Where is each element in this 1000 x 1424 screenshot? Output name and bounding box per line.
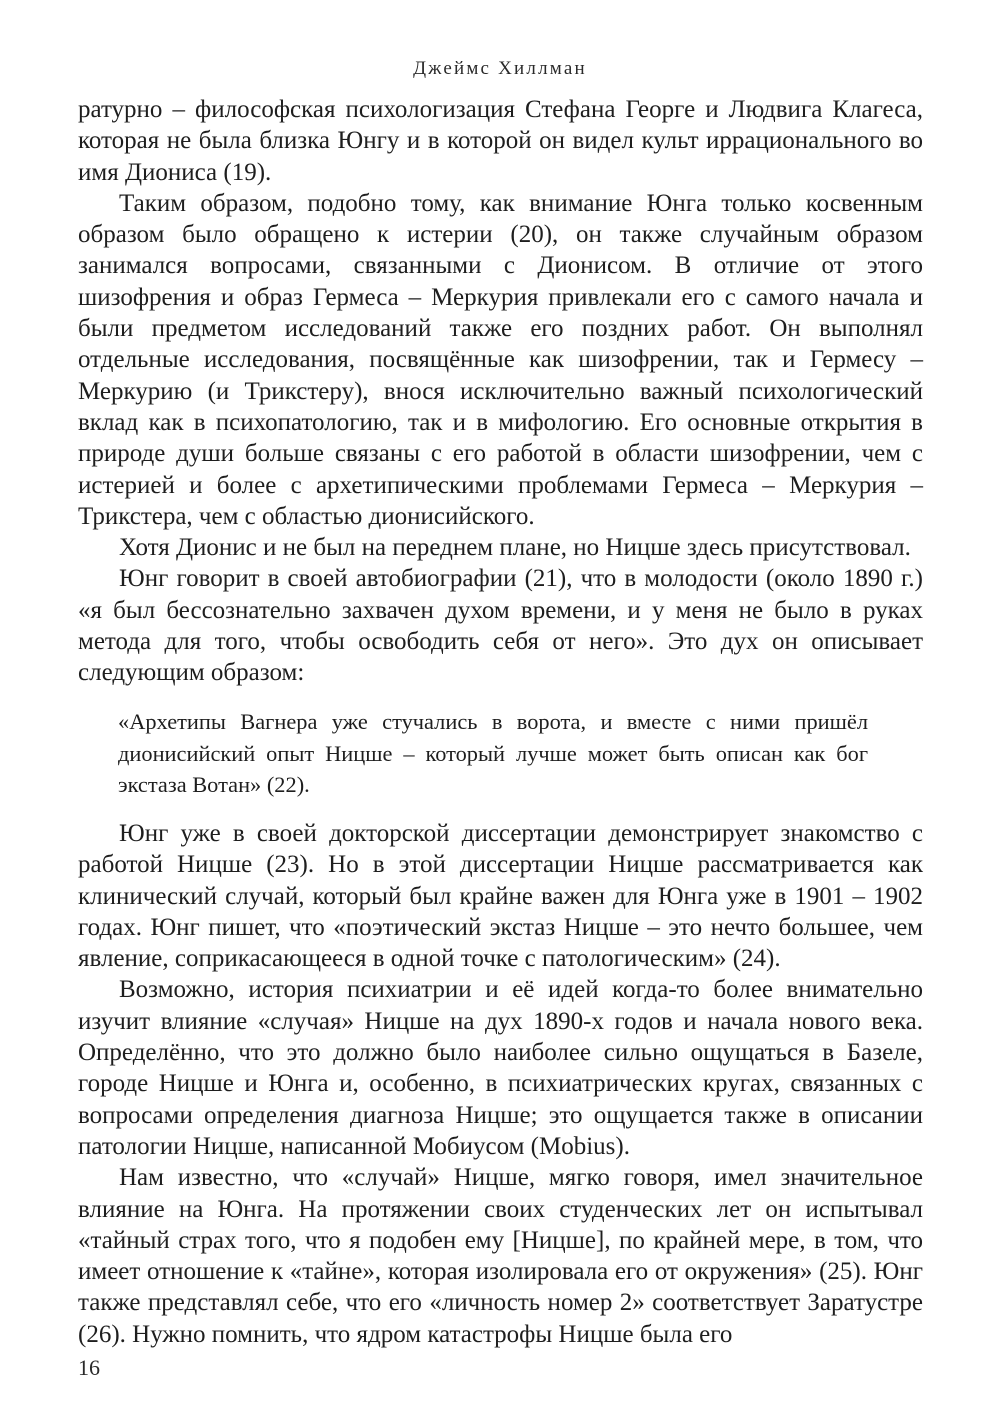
body-text-top bbox=[78, 94, 923, 689]
paragraph: Юнг уже в своей докторской диссертации демонстрирует знакомство с работой Ницше (23). Но в этой диссертации Ницше рассматривается как клинический случай, который был крайне важен для Юнга уже в 1901 – 1902 годах. Юнг пишет, что «поэтический экстаз Ницше – это нечто большее, чем явление, соприкасающееся в одной точке с патологическим» (24). bbox=[78, 820, 923, 973]
paragraph: ратурно – философская психологизация Стефана Георге и Людвига Клагеса, которая не была близка Юнгу и в которой он видел культ иррационального во имя Диониса (19). bbox=[78, 96, 923, 186]
page-number: 16 bbox=[78, 1355, 100, 1380]
running-header: Джеймс Хиллман bbox=[413, 58, 587, 79]
paragraph: Нам известно, что «случай» Ницше, мягко говоря, имел значительное влияние на Юнга. На протяжении своих студенческих лет он испытывал «тайный страх того, что я подобен ему [Ницше], по крайней мере, в том, что имеет отношение к «тайне», которая изолировала его от окружения» (25). Юнг также представлял себе, что его «личность номер 2» соответствует Заратустре (26). Нужно помнить, что ядром катастрофы Ницше была его bbox=[78, 1164, 923, 1348]
body-text-bottom bbox=[78, 818, 923, 1350]
paragraph: Хотя Дионис и не был на переднем плане, но Ницше здесь присутствовал. bbox=[119, 534, 911, 562]
paragraph: Таким образом, подобно тому, как внимание Юнга только косвенным образом было обращено к истерии (20), он также случайным образом занимался вопросами, связанными с Дионисом. В отличие от этого шизофрения и образ Гермеса – Меркурия привлекали его с самого начала и были предметом исследований также его поздних работ. Он выполнял отдельные исследования, посвящённые как шизофрении, так и Гермесу – Меркурию (и Трикстеру), внося исключительно важный психологический вклад как в психопатологию, так и в мифологию. Его основные открытия в природе души больше связаны с его работой в области шизофрении, чем с истерией и более с архетипическими проблемами Гермеса – Меркурия – Трикстера, чем с областью дионисийского. bbox=[78, 189, 923, 530]
block-quote: «Архетипы Вагнера уже стучались в ворота, и вместе с ними пришёл дионисийский опыт Ницше – который лучше может быть описан как бог экстаза Вотан» (22). bbox=[118, 709, 868, 797]
paragraph: Юнг говорит в своей автобиографии (21), что в молодости (около 1890 г.) «я был бессознательно захвачен духом времени, и у меня не было в руках метода для того, чтобы освободить себя от него». Это дух он описывает следующим образом: bbox=[78, 565, 923, 687]
paragraph: Возможно, история психиатрии и её идей когда-то более внимательно изучит влияние «случая» Ницше на дух 1890-х годов и начала нового века. Определённо, что это должно было наиболее сильно ощущаться в Базеле, городе Ницше и Юнга и, особенно, в психиатрических кругах, связанных с вопросами определения диагноза Ницше; это ощущается также в описании патологии Ницше, написанной Мобиусом (Mobius). bbox=[78, 976, 923, 1160]
